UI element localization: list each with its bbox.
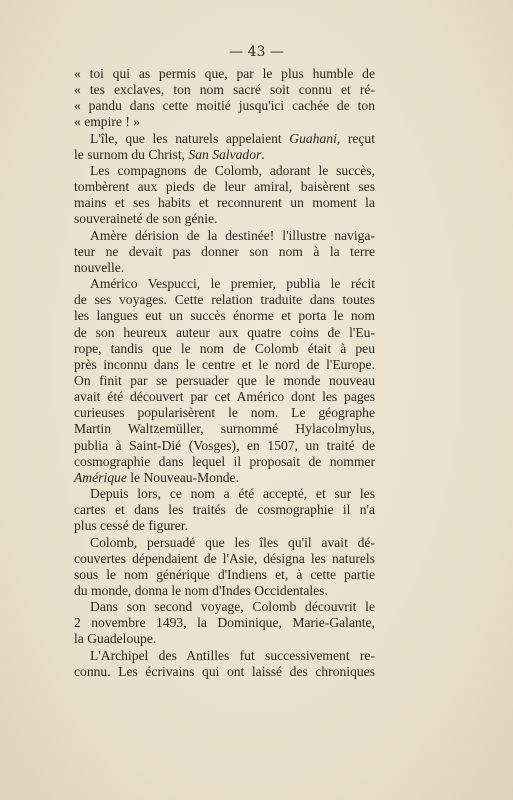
text-line: de son heureux auteur aux quatre coins de l'Eu- (74, 324, 375, 340)
text-run: le surnom du Christ, (74, 146, 189, 162)
text-line: la Guadeloupe. (74, 631, 157, 647)
text-line: connu. Les écrivains qui ont laissé des chroniques (74, 663, 375, 679)
text-line: Martin Waltzemüller, surnommé Hylacolmylus, (74, 421, 375, 437)
paragraph (58, 163, 375, 228)
text-line: curieuses popularisèrent le nom. Le géographe (74, 405, 375, 421)
text-line: « tes exclaves, ton nom sacré soit connu et ré- (74, 82, 375, 98)
italic-text: Amérique (74, 469, 127, 485)
text-line: sous le nom générique d'Indiens et, à cette partie (74, 566, 375, 582)
text-run: le Nouveau-Monde. (126, 469, 239, 485)
text-line (58, 147, 375, 163)
text-line: L'Archipel des Antilles fut successivement re- (90, 647, 375, 663)
text-line: Depuis lors, ce nom a été accepté, et sur les (90, 486, 375, 502)
page-number: — 43 — (229, 44, 284, 60)
italic-text: San Salvador (188, 146, 262, 162)
text-line: mains et ses habits et reconnurent un moment la (74, 195, 375, 211)
text-line: souveraineté de son génie. (74, 211, 218, 227)
text-line: publia à Saint-Dié (Vosges), en 1507, un traité de (74, 437, 375, 453)
paragraph (58, 66, 375, 131)
text-line: nouvelle. (74, 259, 125, 275)
text-line: Américo Vespucci, le premier, publia le récit (90, 276, 375, 292)
text-line: « pandu dans cette moitié jusqu'ici cachée de ton (74, 98, 375, 114)
text-line: Dans son second voyage, Colomb découvrit le (90, 599, 375, 615)
text-line: 2 novembre 1493, la Dominique, Marie-Galante, (74, 615, 375, 631)
paragraph (58, 131, 375, 163)
text-line: On finit par se persuader que le monde nouveau (74, 372, 375, 388)
paragraph (58, 535, 375, 600)
text-line: Les compagnons de Colomb, adorant le succès, (90, 162, 375, 178)
text-run: L'île, que les naturels appelaient (90, 130, 290, 146)
paragraph (58, 599, 375, 647)
text-line: teur ne devait pas donner son nom à la terre (74, 243, 375, 259)
text-line: du monde, donna le nom d'Indes Occidentales. (74, 583, 328, 598)
paragraph (58, 276, 375, 486)
text-line (58, 470, 375, 486)
paragraph (58, 648, 375, 680)
paragraph (58, 486, 375, 534)
text-line: les langues eut un succès énorme et porta le nom (74, 308, 375, 324)
text-run: . (261, 146, 265, 162)
text-line: près inconnu dans le centre et le nord de l'Europe. (74, 356, 375, 372)
body-text (58, 66, 375, 680)
text-run: , reçut (336, 130, 375, 146)
text-line: cartes et dans les traités de cosmographie il n'a (74, 502, 375, 518)
text-line: couvertes dépendaient de l'Asie, désigna les naturels (74, 550, 375, 566)
text-line: avait été découvert par cet Américo dont les pages (74, 389, 375, 405)
text-line: Colomb, persuadé que les îles qu'il avait dé- (90, 534, 375, 550)
text-line: plus cessé de figurer. (74, 518, 188, 534)
text-line: cosmographie dans lequel il proposait de nommer (74, 453, 375, 469)
text-line: de ses voyages. Cette relation traduite dans toutes (74, 292, 375, 308)
text-line: « empire ! » (74, 114, 141, 130)
text-line: Amère dérision de la destinée! l'illustre naviga- (90, 227, 375, 243)
italic-text: Guahani (289, 130, 337, 146)
text-line: rope, tandis que le nom de Colomb était à peu (74, 340, 375, 356)
text-line (58, 131, 375, 147)
text-line: « toi qui as permis que, par le plus humble de (74, 66, 375, 81)
paragraph (58, 228, 375, 276)
text-line: tombèrent aux pieds de leur amiral, baisèrent ses (74, 179, 375, 195)
